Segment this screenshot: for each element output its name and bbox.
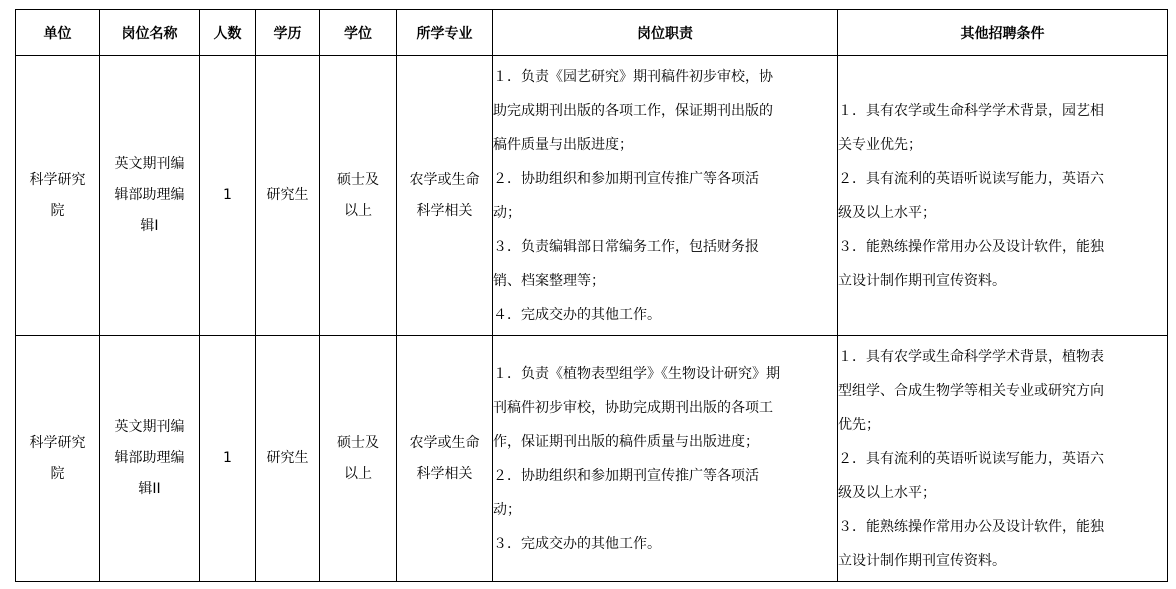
duty-line: 销、档案整理等； — [493, 272, 605, 289]
position-cell — [100, 56, 200, 336]
unit-cell — [16, 336, 100, 582]
major-line: 农学或生命 — [409, 434, 480, 451]
requirement-line: 级及以上水平； — [838, 484, 936, 501]
requirement-line: ２．具有流利的英语听说读写能力，英语六 — [838, 170, 1104, 187]
count-cell: 1 — [200, 56, 256, 336]
unit-line: 院 — [50, 202, 65, 219]
table-header — [16, 10, 1168, 56]
duty-line: 助完成期刊出版的各项工作，保证期刊出版的 — [493, 102, 773, 119]
duty-line: ４．完成交办的其他工作。 — [493, 306, 661, 323]
degree-line: 以上 — [344, 202, 372, 219]
duty-line: ２．协助组织和参加期刊宣传推广等各项活 — [493, 170, 759, 187]
unit-line: 院 — [50, 465, 65, 482]
major-line: 科学相关 — [416, 202, 473, 219]
position-line: 辑部助理编 — [114, 187, 185, 203]
requirement-line: 优先； — [838, 416, 880, 433]
requirement-line: １．具有农学或生命科学学术背景，园艺相 — [838, 102, 1104, 119]
position-line: 英文期刊编 — [114, 419, 185, 435]
requirements-cell — [838, 56, 1168, 336]
degree-cell — [320, 56, 397, 336]
unit-cell — [16, 56, 100, 336]
position-line: 英文期刊编 — [114, 156, 185, 172]
major-cell — [397, 336, 493, 582]
duty-line: ３．完成交办的其他工作。 — [493, 535, 661, 552]
table-row — [16, 336, 1168, 582]
requirement-line: 立设计制作期刊宣传资料。 — [838, 272, 1006, 289]
duty-line: １．负责《园艺研究》期刊稿件初步审校，协 — [493, 68, 773, 85]
unit-line: 科学研究 — [29, 171, 86, 188]
header-unit: 单位 — [16, 10, 100, 56]
header-major: 所学专业 — [397, 10, 493, 56]
major-line: 农学或生命 — [409, 171, 480, 188]
position-cell — [100, 336, 200, 582]
recruitment-table — [15, 9, 1168, 582]
requirement-line: 级及以上水平； — [838, 204, 936, 221]
duty-line: ３．负责编辑部日常编务工作，包括财务报 — [493, 238, 759, 255]
duty-line: 作，保证期刊出版的稿件质量与出版进度； — [493, 433, 759, 450]
header-education: 学历 — [256, 10, 320, 56]
unit-line: 科学研究 — [29, 434, 86, 451]
requirement-line: 立设计制作期刊宣传资料。 — [838, 552, 1006, 569]
requirement-line: 关专业优先； — [838, 136, 922, 153]
duties-cell — [493, 336, 838, 582]
table-row — [16, 56, 1168, 336]
degree-line: 硕士及 — [337, 171, 379, 188]
education-cell: 研究生 — [256, 336, 320, 582]
duty-line: ２．协助组织和参加期刊宣传推广等各项活 — [493, 467, 759, 484]
major-cell — [397, 56, 493, 336]
duty-line: 动； — [493, 501, 521, 518]
duty-line: 刊稿件初步审校，协助完成期刊出版的各项工 — [493, 399, 773, 416]
requirement-line: 型组学、合成生物学等相关专业或研究方向 — [838, 382, 1104, 399]
duty-line: 动； — [493, 204, 521, 221]
header-duties: 岗位职责 — [493, 10, 838, 56]
duty-line: １．负责《植物表型组学》《生物设计研究》期 — [493, 365, 780, 382]
requirement-line: １．具有农学或生命科学学术背景，植物表 — [838, 348, 1104, 365]
education-cell: 研究生 — [256, 56, 320, 336]
degree-line: 以上 — [344, 465, 372, 482]
header-count: 人数 — [200, 10, 256, 56]
header-degree: 学位 — [320, 10, 397, 56]
position-line: 辑部助理编 — [114, 450, 185, 466]
header-requirements: 其他招聘条件 — [838, 10, 1168, 56]
requirement-line: ２．具有流利的英语听说读写能力，英语六 — [838, 450, 1104, 467]
degree-cell — [320, 336, 397, 582]
major-line: 科学相关 — [416, 465, 473, 482]
requirement-line: ３．能熟练操作常用办公及设计软件，能独 — [838, 518, 1104, 535]
position-line: 辑II — [138, 481, 161, 497]
header-row — [16, 10, 1168, 56]
count-cell: 1 — [200, 336, 256, 582]
duties-cell — [493, 56, 838, 336]
header-position: 岗位名称 — [100, 10, 200, 56]
position-line: 辑I — [140, 218, 159, 234]
degree-line: 硕士及 — [337, 434, 379, 451]
duty-line: 稿件质量与出版进度； — [493, 136, 633, 153]
requirement-line: ３．能熟练操作常用办公及设计软件，能独 — [838, 238, 1104, 255]
requirements-cell — [838, 336, 1168, 582]
